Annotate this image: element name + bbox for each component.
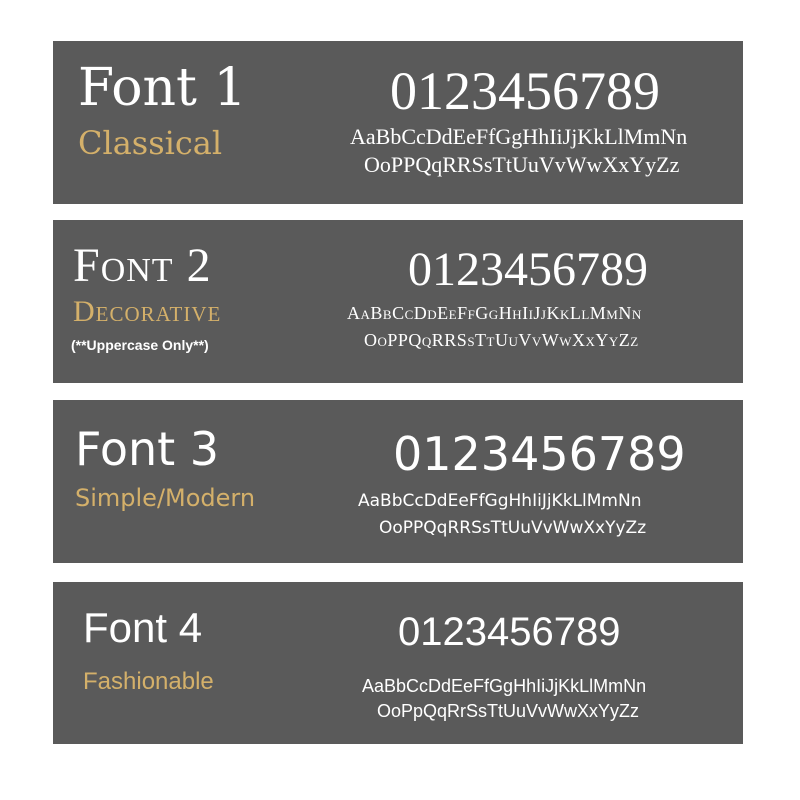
digits-sample: 0123456789 <box>398 610 621 654</box>
alphabet-sample-line-1: AaBbCcDdEeFfGgHhIiJjKkLlMmNn <box>347 303 642 323</box>
alphabet-sample-line-2: OoPPQqRRSsTtUuVvWwXxYyZz <box>364 330 639 350</box>
font-sample-panel-2 <box>53 220 743 383</box>
alphabet-sample-line-2: OoPPQqRRSsTtUuVvWwXxYyZz <box>379 518 647 538</box>
alphabet-sample-line-1: AaBbCcDdEeFfGgHhIiJjKkLlMmNn <box>350 124 688 149</box>
font-sample-panel-4 <box>53 582 743 744</box>
font-style-label: Simple/Modern <box>75 484 256 512</box>
alphabet-sample-line-2: OoPPQqRRSsTtUuVvWwXxYyZz <box>364 152 680 177</box>
font-title: Font 3 <box>75 422 220 476</box>
digits-sample: 0123456789 <box>393 427 686 481</box>
alphabet-sample-line-1: AaBbCcDdEeFfGgHhIiJjKkLlMmNn <box>358 491 642 511</box>
digits-sample: 0123456789 <box>390 61 660 121</box>
alphabet-sample-line-1: AaBbCcDdEeFfGgHhIiJjKkLlMmNn <box>362 676 647 696</box>
font-style-label: Classical <box>78 124 223 162</box>
font-style-label: Fashionable <box>83 668 214 695</box>
font-sample-panel-1 <box>53 41 743 204</box>
uppercase-only-note: (**Uppercase Only**) <box>71 337 209 353</box>
font-sample-panel-3 <box>53 400 743 563</box>
font-title: Font 1 <box>78 58 247 118</box>
alphabet-sample-line-2: OoPpQqRrSsTtUuVvWwXxYyZz <box>377 701 640 721</box>
font-style-label: Decorative <box>73 295 222 328</box>
font-title: Font 4 <box>83 604 203 651</box>
font-title: Font 2 <box>73 239 212 292</box>
digits-sample: 0123456789 <box>408 243 648 296</box>
